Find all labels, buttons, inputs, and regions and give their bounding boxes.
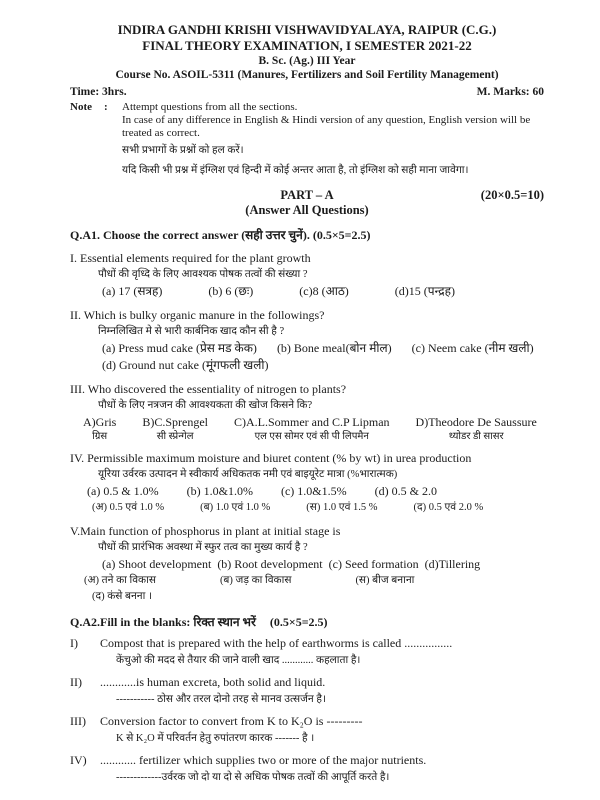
option-a: A)Gris [83, 415, 117, 429]
option-b: (b) 1.0&1.0% [186, 484, 253, 498]
item-body [100, 674, 544, 708]
item-text-en: ............ fertilizer which supplies two or more of the major nutrients. [100, 753, 427, 767]
option-c: (c) Neem cake (नीम खली) [411, 341, 534, 355]
item-number: IV) [70, 753, 87, 767]
note-body [122, 101, 544, 180]
option-d-hi: थ्योडर डी सासर [448, 431, 504, 442]
degree-year: B. Sc. (Ag.) III Year [258, 55, 356, 67]
question-text-hi: निम्नलिखित मे से भारी कार्बनिक खाद कौन सी है ? [98, 326, 285, 337]
option-c: C)A.L.Sommer and C.P Lipman [234, 415, 390, 429]
option-a-hi: ग्रिस [92, 431, 108, 442]
item-text-hi: केंचुओ की मदद से तैयार की जाने वाली खाद ............ कहलाता है। [116, 655, 361, 666]
option-c: (c) 1.0&1.5% [280, 484, 347, 498]
item-body [100, 713, 544, 747]
option-c: (c) Seed formation [328, 557, 419, 571]
qa2-heading: Q.A2.Fill in the blanks: रिक्त स्थान भरें [70, 615, 256, 629]
note-block [70, 101, 544, 180]
max-marks: M. Marks: 60 [476, 86, 544, 98]
options-row [102, 556, 544, 573]
option-d: D)Theodore De Saussure [415, 415, 537, 429]
item-body [100, 752, 544, 786]
exam-title: FINAL THEORY EXAMINATION, I SEMESTER 2021-22 [142, 38, 472, 53]
options-row-hi [92, 500, 544, 516]
question-text-hi: पौधों की वृध्दि के लिए आवश्यक पोषक तत्वों की संख्या ? [98, 269, 308, 280]
course-number: Course No. ASOIL-5311 (Manures, Fertilizers and Soil Fertility Management) [115, 69, 499, 81]
option-a: (a) 0.5 & 1.0% [87, 484, 159, 498]
qa2-heading-row [70, 615, 544, 630]
option-b: (b) 6 (छः) [208, 284, 254, 298]
option-d: (d) 0.5 & 2.0 [374, 484, 437, 498]
option-d-hi: (द) कंसे बनना । [92, 591, 152, 602]
option-a-col [83, 415, 116, 443]
qa1-question-3 [70, 381, 544, 443]
option-a: (a) Shoot development [102, 557, 212, 571]
part-a-marks: (20×0.5=10) [480, 188, 544, 202]
options-columns [83, 415, 544, 443]
option-c-col [234, 415, 390, 443]
note-line-hi-1: सभी प्रभागों के प्रश्नों को हल करें। [122, 145, 244, 156]
qa1-question-4 [70, 450, 544, 516]
item-text-hi: ----------- ठोस और तरल दोनो तरह से मानव उत्सर्जन है। [116, 694, 326, 705]
options-row [102, 283, 544, 300]
item-number: I) [70, 636, 78, 650]
option-d: (d)Tillering [424, 557, 481, 571]
option-c-hi: (स) बीज बनाना [355, 575, 415, 586]
note-label: Note [70, 101, 92, 113]
part-a-title-row [70, 188, 544, 203]
note-line-en-1: Attempt questions from all the sections. [122, 101, 298, 113]
option-d: (d) Ground nut cake (मूंगफली खली) [102, 358, 269, 372]
question-text-hi: पौधों की प्रारंभिक अवस्था में स्फुर तत्व का मुख्य कार्य है ? [98, 542, 308, 553]
question-text-en: I. Essential elements required for the plant growth [70, 251, 311, 265]
note-line-en-2: In case of any difference in English & Hindi version of any question, English version will be treated as correct. [122, 114, 531, 139]
qa2-item-2 [70, 674, 544, 708]
question-text-en: III. Who discovered the essentiality of nitrogen to plants? [70, 382, 347, 396]
question-text-hi: यूरिया उर्वरक उत्पादन मे स्वीकार्य अधिकतक नमी एवं बाइयूरेट मात्रा (%भारात्मक) [98, 469, 398, 480]
item-body [100, 635, 544, 669]
option-b: (b) Root development [217, 557, 323, 571]
qa1-question-5 [70, 523, 544, 605]
item-number: III) [70, 714, 86, 728]
question-text-en: II. Which is bulky organic manure in the followings? [70, 308, 325, 322]
part-a-subtitle: (Answer All Questions) [245, 203, 369, 217]
option-d: (d)15 (पन्द्रह) [394, 284, 456, 298]
item-text-hi: -------------उर्वरक जो दो या दो से अधिक पोषक तत्वों की आपूर्ति करते है। [116, 772, 390, 783]
question-text-en: IV. Permissible maximum moisture and biuret content (% by wt) in urea production [70, 451, 472, 465]
qa2-item-3 [70, 713, 544, 747]
time-allowed: Time: 3hrs. [70, 86, 127, 98]
options-row-hi [84, 573, 544, 589]
item-text-en: Conversion factor to convert from K to K₂O is --------- [100, 714, 363, 728]
question-text-en: V.Main function of phosphorus in plant at initial stage is [70, 524, 341, 538]
qa1-heading: Q.A1. Choose the correct answer (सही उत्तर चुनें). (0.5×5=2.5) [70, 228, 371, 242]
note-line-hi-2: यदि किसी भी प्रश्न में इंग्लिश एवं हिन्दी में कोई अन्तर आता है, तो इंग्लिश को सही माना जावेगा। [122, 165, 469, 176]
time-marks-row [70, 86, 544, 98]
qa2-item-4 [70, 752, 544, 786]
item-text-en: ............is human excreta, both solid and liquid. [100, 675, 326, 689]
qa1-question-1 [70, 250, 544, 300]
qa2-marks: (0.5×5=2.5) [269, 615, 328, 629]
options-row [102, 340, 544, 357]
option-b: (b) Bone meal(बोन मील) [276, 341, 392, 355]
option-b-col [142, 415, 208, 443]
option-a-hi: (अ) 0.5 एवं 1.0 % [92, 502, 165, 513]
option-b-hi: सी स्प्रेन्गेल [156, 431, 194, 442]
option-c-hi: एल एस सोमर एवं सी पी लिपमैन [254, 431, 369, 442]
option-a: (a) Press mud cake (प्रेस मड केक) [102, 341, 257, 355]
option-a: (a) 17 (सत्रह) [102, 284, 163, 298]
options-row-2 [102, 357, 544, 374]
option-b: B)C.Sprengel [142, 415, 208, 429]
item-number: II) [70, 675, 82, 689]
part-a-title: PART – A [280, 188, 334, 202]
item-text-en: Compost that is prepared with the help of earthworms is called ................ [100, 636, 453, 650]
option-b-hi: (ब) जड़ का विकास [219, 575, 292, 586]
paper-header [70, 22, 544, 82]
question-text-hi: पौधों के लिए नत्रजन की आवश्यकता की खोज किसने कि? [98, 400, 313, 411]
qa2-item-1 [70, 635, 544, 669]
university-name: INDIRA GANDHI KRISHI VISHWAVIDYALAYA, RAIPUR (C.G.) [117, 22, 497, 37]
option-b-hi: (ब) 1.0 एवं 1.0 % [200, 502, 271, 513]
options-row [87, 483, 544, 500]
option-c-hi: (स) 1.0 एवं 1.5 % [306, 502, 378, 513]
option-d-hi: (द) 0.5 एवं 2.0 % [413, 502, 484, 513]
item-text-hi: K से K₂O में परिवर्तन हेतु रुपांतरण कारक ------- है । [116, 733, 315, 744]
qa1-question-2 [70, 307, 544, 374]
option-c: (c)8 (आठ) [299, 284, 349, 298]
note-colon: : [104, 101, 108, 113]
option-d-col [416, 415, 537, 443]
option-a-hi: (अ) तने का विकास [84, 575, 156, 586]
